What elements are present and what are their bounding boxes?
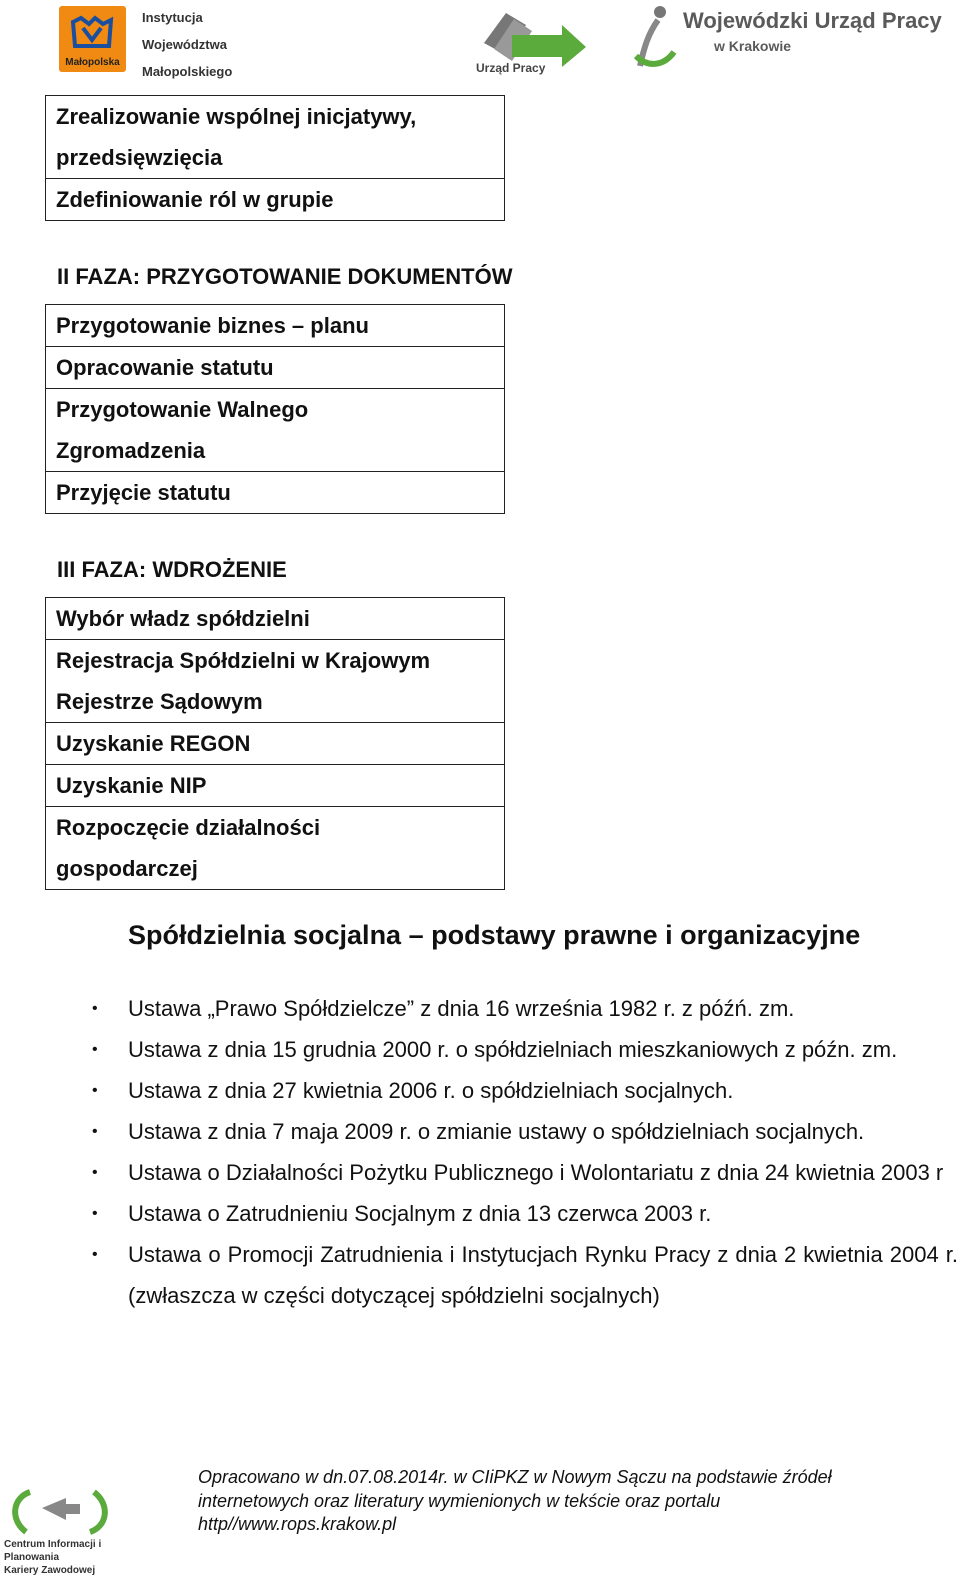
row-text: Przyjęcie statutu	[56, 480, 231, 505]
bullet: •	[92, 1164, 98, 1181]
institution-line: Małopolskiego	[142, 64, 233, 79]
footer-line: internetowych oraz literatury wymienionych w tekście oraz portalu	[198, 1490, 721, 1511]
list-item	[92, 1193, 958, 1234]
phase3-table	[45, 597, 505, 890]
bullet: •	[92, 1082, 98, 1099]
institution-line: Instytucja	[142, 10, 203, 25]
row-text: gospodarczej	[56, 856, 198, 881]
row-text: Przygotowanie Walnego	[56, 397, 309, 422]
section-heading: Spółdzielnia socjalna – podstawy prawne i organizacyjne	[128, 920, 861, 950]
logo-line: Centrum Informacji i Planowania	[4, 1539, 102, 1563]
row-text: Wybór władz spółdzielni	[56, 606, 310, 631]
list-item-text: Ustawa z dnia 7 maja 2009 r. o zmianie ustawy o spółdzielniach socjalnych.	[128, 1119, 865, 1144]
list-item-text: Ustawa „Prawo Spółdzielcze” z dnia 16 września 1982 r. z późń. zm.	[128, 996, 795, 1021]
list-item-text: Ustawa z dnia 15 grudnia 2000 r. o spółdzielniach mieszkaniowych z późn. zm.	[128, 1037, 898, 1062]
bullet: •	[92, 1123, 98, 1140]
row-text: Zrealizowanie wspólnej inicjatywy,	[56, 104, 417, 129]
institution-line: Województwa	[142, 37, 227, 52]
row-text: Rejestrze Sądowym	[56, 689, 263, 714]
row-text: Uzyskanie NIP	[56, 773, 207, 798]
table-row	[46, 640, 504, 723]
wup-subtitle: w Krakowie	[714, 38, 792, 54]
list-item	[92, 988, 958, 1029]
list-item	[92, 1234, 958, 1316]
bullet: •	[92, 1000, 98, 1017]
table-row	[46, 179, 504, 221]
table-row	[46, 305, 504, 347]
table-row	[46, 347, 504, 389]
row-text: Zgromadzenia	[56, 438, 206, 463]
row-text: Rejestracja Spółdzielni w Krajowym	[56, 648, 431, 673]
malopolska-logo-text: Małopolska	[65, 57, 120, 68]
ciipkz-logo-text	[4, 1538, 134, 1577]
wup-title: Wojewódzki Urząd Pracy	[683, 8, 942, 33]
phase3-title: III FAZA: WDROŻENIE	[57, 557, 287, 582]
list-item-text: Ustawa z dnia 27 kwietnia 2006 r. o spółdzielniach socjalnych.	[128, 1078, 734, 1103]
list-item	[92, 1152, 958, 1193]
law-list	[92, 988, 958, 1316]
list-item-text: Ustawa o Zatrudnieniu Socjalnym z dnia 13 czerwca 2003 r.	[128, 1201, 712, 1226]
table-row	[46, 723, 504, 765]
footer-link[interactable]: http//www.rops.krakow.pl	[198, 1514, 397, 1534]
phase2-table	[45, 304, 505, 514]
table-row	[46, 389, 504, 472]
bullet: •	[92, 1246, 98, 1263]
list-item-text: Ustawa o Działalności Pożytku Publicznego i Wolontariatu z dnia 24 kwietnia 2003 r	[128, 1160, 944, 1185]
list-item	[92, 1070, 958, 1111]
wup-figure-icon	[630, 4, 680, 74]
list-item	[92, 1111, 958, 1152]
ciipkz-logo-icon	[6, 1486, 116, 1538]
malopolska-emblem-icon	[69, 14, 115, 52]
phase2-title: II FAZA: PRZYGOTOWANIE DOKUMENTÓW	[57, 264, 513, 289]
bullet: •	[92, 1041, 98, 1058]
row-text: Zdefiniowanie ról w grupie	[56, 187, 334, 212]
malopolska-logo	[59, 6, 126, 72]
footer-line: Opracowano w dn.07.08.2014r. w CIiPKZ w Nowym Sączu na podstawie źródeł	[198, 1467, 832, 1487]
institution-name	[142, 4, 272, 85]
row-text: przedsięwzięcia	[56, 145, 223, 170]
list-item	[92, 1029, 958, 1070]
logo-line: Kariery Zawodowej	[4, 1565, 96, 1576]
list-item-text: Ustawa o Promocji Zatrudnienia i Instytucjach Rynku Pracy z dnia 2 kwietnia 2004 r. (zwłaszcza w części dotyczącej spółdzielni socjalnych)	[128, 1242, 958, 1308]
footer-note	[198, 1466, 938, 1537]
table-row	[46, 472, 504, 514]
row-text: Opracowanie statutu	[56, 355, 274, 380]
row-text: Przygotowanie biznes – planu	[56, 313, 369, 338]
urzad-pracy-label: Urząd Pracy	[476, 61, 546, 75]
bullet: •	[92, 1205, 98, 1222]
phase1-table	[45, 95, 505, 221]
table-row	[46, 807, 504, 890]
table-row	[46, 765, 504, 807]
table-row	[46, 96, 504, 179]
table-row	[46, 598, 504, 640]
row-text: Uzyskanie REGON	[56, 731, 251, 756]
row-text: Rozpoczęcie działalności	[56, 815, 321, 840]
